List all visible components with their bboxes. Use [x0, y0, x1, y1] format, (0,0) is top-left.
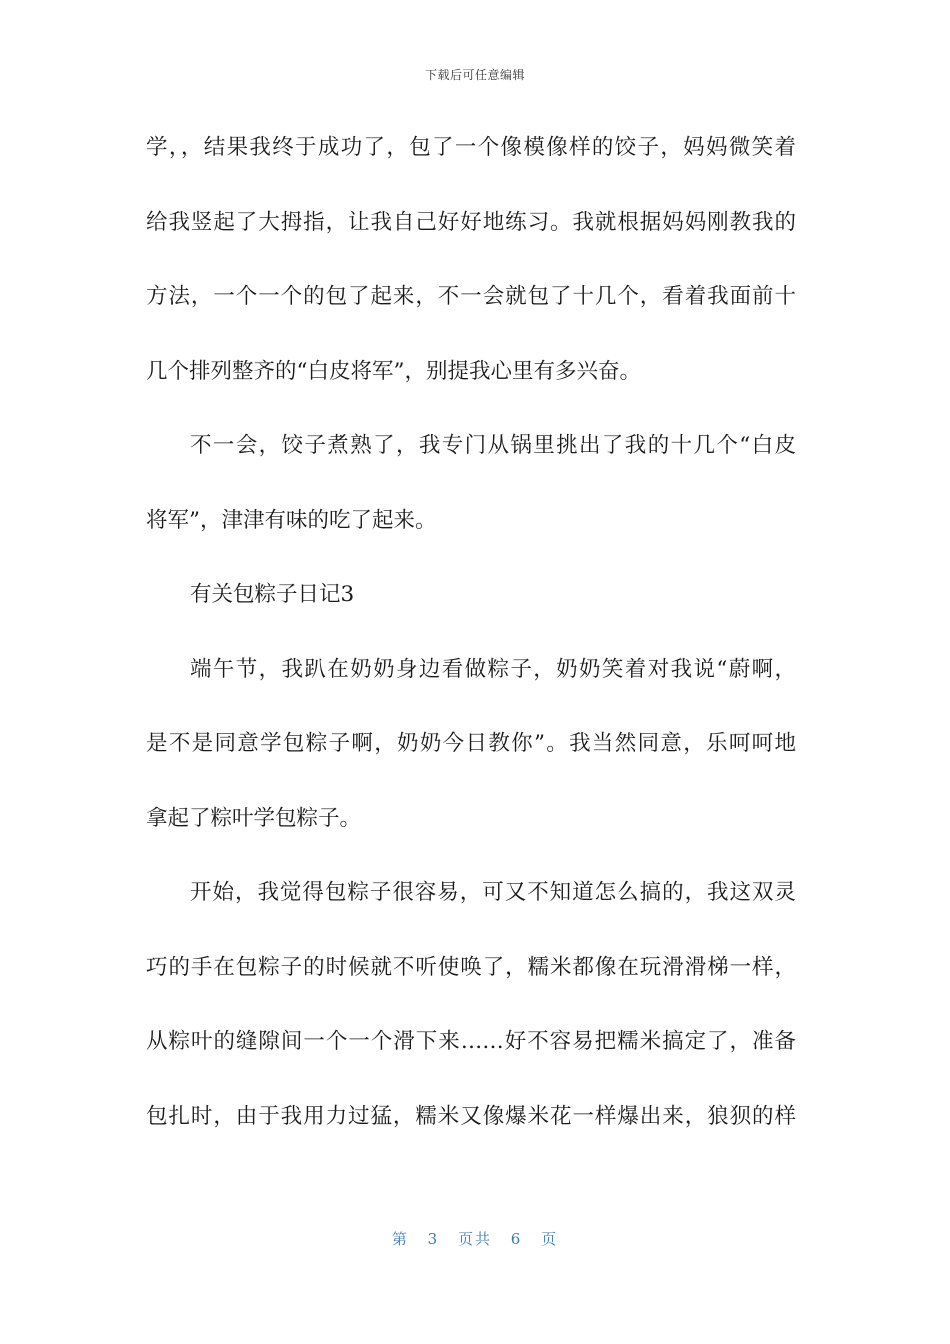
page-header: 下载后可任意编辑 [424, 68, 525, 82]
text-line: 包扎时，由于我用力过猛，糯米又像爆米花一样爆出来，狼狈的样 [146, 1103, 796, 1129]
text-line: 给我竖起了大拇指，让我自己好好地练习。我就根据妈妈刚教我的 [146, 209, 796, 235]
text-line: 拿起了粽叶学包粽子。 [146, 805, 362, 831]
text-line: 学，，结果我终于成功了，包了一个像模像样的饺子，妈妈微笑着 [146, 135, 796, 160]
section-heading: 有关包粽子日记3 [190, 582, 355, 607]
document-body [146, 124, 796, 1167]
text-line: 几个排列整齐的“白皮将军”，别提我心里有多兴奋。 [146, 358, 641, 384]
text-line: 是不是同意学包粽子啊，奶奶今日教你”。我当然同意，乐呵呵地 [146, 731, 796, 756]
text-line: 方法，一个一个的包了起来，不一会就包了十几个，看着我面前十 [146, 284, 796, 309]
text-line: 将军”，津津有味的吃了起来。 [146, 507, 437, 533]
text-line: 端午节，我趴在奶奶身边看做粽子，奶奶笑着对我说“蔚啊， [190, 656, 796, 682]
text-line: 开始，我觉得包粽子很容易，可又不知道怎么搞的，我这双灵 [190, 880, 796, 905]
page-number-footer: 第 3 页共 6 页 [391, 1230, 559, 1248]
text-line: 巧的手在包粽子的时候就不听使唤了，糯米都像在玩滑滑梯一样， [146, 954, 796, 980]
text-line: 不一会，饺子煮熟了，我专门从锅里挑出了我的十几个“白皮 [190, 433, 796, 458]
text-line: 从粽叶的缝隙间一个一个滑下来……好不容易把糯米搞定了，准备 [146, 1029, 796, 1054]
